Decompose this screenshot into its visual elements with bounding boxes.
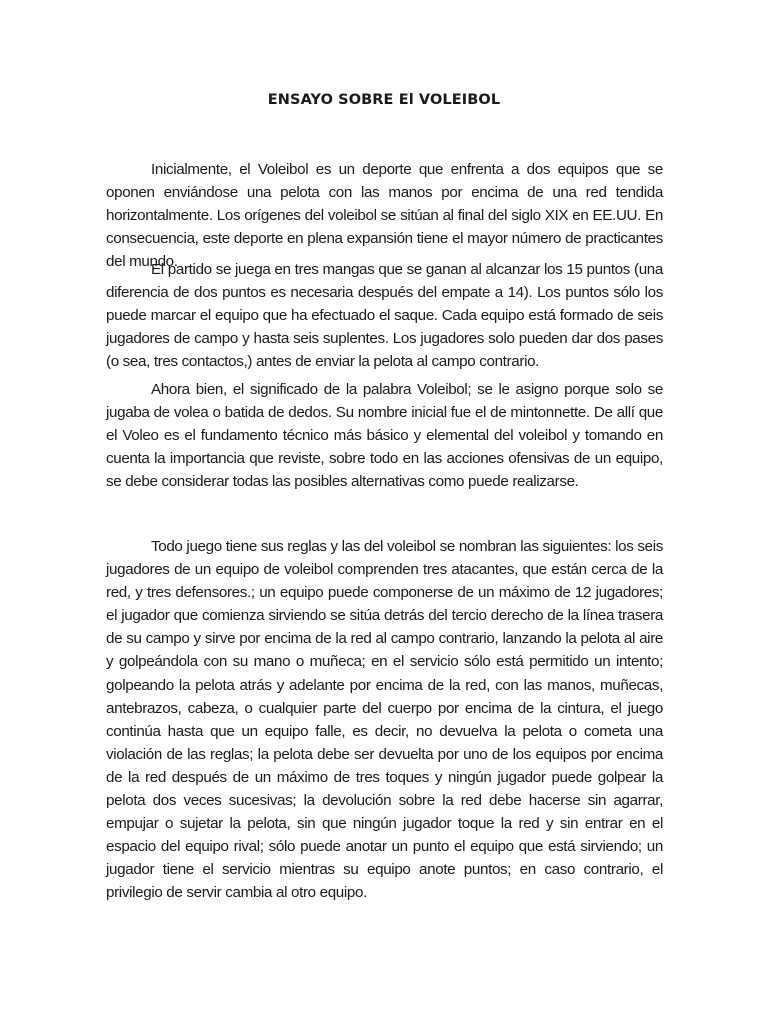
paragraph-match-rules: El partido se juega en tres mangas que se ganan al alcanzar los 15 puntos (una diferencia de dos puntos es necesaria después del empate a 14). Los puntos sólo los puede marcar el equipo que ha efectuado el saque. Cada equipo está formado de seis jugadores de campo y hasta seis suplentes. Los jugadores solo pueden dar dos pases (o sea, tres contactos,) antes de enviar la pelota al campo contrario. — [106, 261, 663, 371]
paragraph-introduction: Inicialmente, el Voleibol es un deporte que enfrenta a dos equipos que se oponen enviándose una pelota con las manos por encima de una red tendida horizontalmente. Los orígenes del voleibol se sitúan al final del siglo XIX en EE.UU. En consecuencia, este deporte en plena expansión tiene el mayor número de practicantes del mundo. — [106, 161, 663, 271]
paragraph-game-rules: Todo juego tiene sus reglas y las del voleibol se nombran las siguientes: los seis jugadores de un equipo de voleibol comprenden tres atacantes, que están cerca de la red, y tres defensores.; un equipo puede componerse de un máximo de 12 jugadores; el jugador que comienza sirviendo se sitúa detrás del tercio derecho de la línea trasera de su campo y sirve por encima de la red al campo contrario, lanzando la pelota al aire y golpeándola con su mano o muñeca; en el servicio sólo está permitido un intento; golpeando la pelota atrás y adelante por encima de la red, con las manos, muñecas, antebrazos, cabeza, o cualquier parte del cuerpo por encima de la cintura, el juego continúa hasta que un equipo falle, es decir, no devuelva la pelota o cometa una violación de las reglas; la pelota debe ser devuelta por uno de los equipos por encima de la red después de un máximo de tres toques y ningún jugador puede golpear la pelota dos veces sucesivas; la devolución sobre la red debe hacerse sin agarrar, empujar o sujetar la pelota, sin que ningún jugador toque la red y sin entrar en el espacio del equipo rival; sólo puede anotar un punto el equipo que está sirviendo; un jugador tiene el servicio mientras su equipo anote puntos; en caso contrario, el privilegio de servir cambia al otro equipo. — [106, 538, 663, 902]
paragraph-meaning: Ahora bien, el significado de la palabra Voleibol; se le asigno porque solo se jugaba de volea o batida de dedos. Su nombre inicial fue el de mintonnette. De allí que el Voleo es el fundamento técnico más básico y elemental del voleibol y tomando en cuenta la importancia que reviste, sobre todo en las acciones ofensivas de un equipo, se debe considerar todas las posibles alternativas como puede realizarse. — [106, 381, 663, 491]
document-title: ENSAYO SOBRE El VOLEIBOL — [267, 92, 501, 108]
